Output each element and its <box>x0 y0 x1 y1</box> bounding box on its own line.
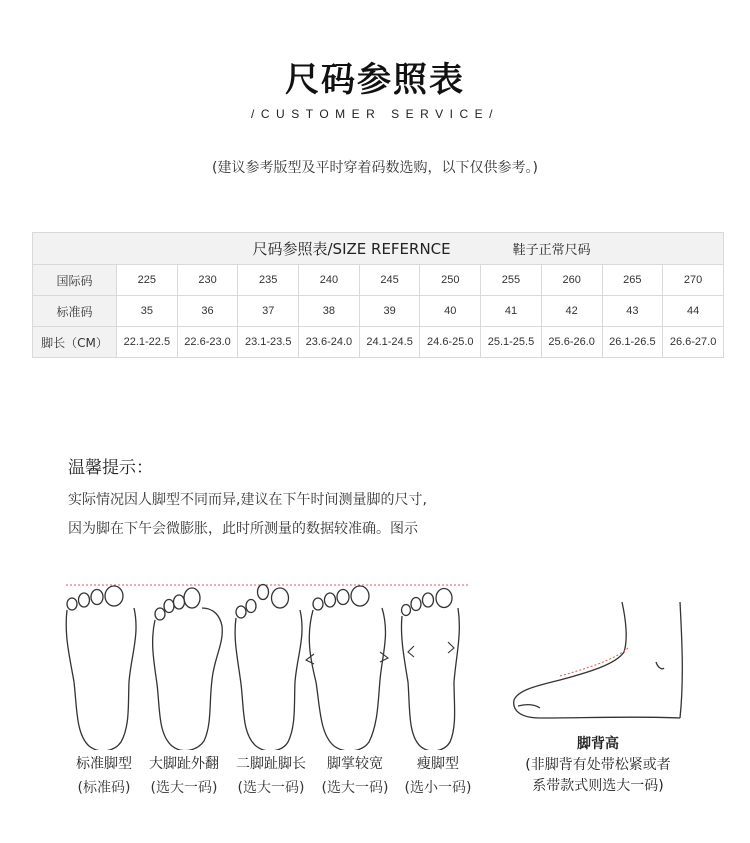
foot-type-advice: (选大一码) <box>237 780 305 796</box>
table-cell: 260 <box>541 265 602 296</box>
foot-type-name: 脚掌较宽 <box>327 756 383 772</box>
table-cell: 37 <box>238 296 299 327</box>
table-cell: 240 <box>299 265 360 296</box>
table-cell: 41 <box>481 296 542 327</box>
table-cell: 22.6-23.0 <box>177 327 238 358</box>
table-row <box>33 265 724 296</box>
instep-advice-line-2: 系带款式则选大一码) <box>532 778 664 794</box>
foot-type-name: 大脚趾外翻 <box>149 756 219 772</box>
table-row <box>33 296 724 327</box>
table-cell: 36 <box>177 296 238 327</box>
table-cell: 255 <box>481 265 542 296</box>
table-cell: 25.6-26.0 <box>541 327 602 358</box>
bunion-foot-icon <box>153 588 223 750</box>
table-cell: 44 <box>663 296 724 327</box>
instep-name: 脚背高 <box>577 736 619 752</box>
foot-type-name: 标准脚型 <box>76 756 132 772</box>
table-row <box>33 327 724 358</box>
foot-types-illustration <box>0 570 750 750</box>
foot-type-advice: (选大一码) <box>321 780 389 796</box>
table-cell: 26.1-26.5 <box>602 327 663 358</box>
tips-line-2: 因为脚在下午会微膨胀，此时所测量的数据较准确。图示 <box>68 521 418 537</box>
foot-label-standard <box>59 752 149 800</box>
table-cell: 39 <box>359 296 420 327</box>
table-cell: 25.1-25.5 <box>481 327 542 358</box>
table-cell: 42 <box>541 296 602 327</box>
foot-type-advice: (选小一码) <box>404 780 472 796</box>
row-label-foot-length: 脚长（CM） <box>33 327 117 358</box>
table-cell: 250 <box>420 265 481 296</box>
row-label-international: 国际码 <box>33 265 117 296</box>
table-cell: 270 <box>663 265 724 296</box>
table-cell: 22.1-22.5 <box>117 327 178 358</box>
table-cell: 40 <box>420 296 481 327</box>
page-title: 尺码参照表 <box>285 60 465 100</box>
high-instep-foot-icon <box>514 602 683 718</box>
size-table <box>32 232 724 358</box>
foot-label-wide <box>310 752 400 800</box>
table-cell: 23.6-24.0 <box>299 327 360 358</box>
foot-type-name: 二脚趾脚长 <box>236 756 306 772</box>
foot-label-long-second-toe <box>226 752 316 800</box>
table-cell: 235 <box>238 265 299 296</box>
instep-advice-line-1: (非脚背有处带松紧或者 <box>525 757 671 773</box>
table-header-row <box>33 233 724 265</box>
table-cell: 26.6-27.0 <box>663 327 724 358</box>
table-cell: 23.1-23.5 <box>238 327 299 358</box>
table-cell: 35 <box>117 296 178 327</box>
table-cell: 38 <box>299 296 360 327</box>
table-cell: 230 <box>177 265 238 296</box>
table-cell: 43 <box>602 296 663 327</box>
wide-foot-icon <box>306 586 388 750</box>
table-cell: 24.6-25.0 <box>420 327 481 358</box>
foot-label-bunion <box>139 752 229 800</box>
table-cell: 24.1-24.5 <box>359 327 420 358</box>
sizing-advice: (建议参考版型及平时穿着码数选购，以下仅供参考。) <box>212 160 538 176</box>
foot-type-advice: (标准码) <box>77 780 131 796</box>
foot-type-advice: (选大一码) <box>150 780 218 796</box>
table-header-side: 鞋子正常尺码 <box>481 233 724 265</box>
table-cell: 245 <box>359 265 420 296</box>
table-cell: 265 <box>602 265 663 296</box>
slim-foot-icon <box>401 589 459 751</box>
table-header-main: 尺码参照表/SIZE REFERNCE <box>33 233 481 265</box>
long-second-toe-foot-icon <box>235 585 302 751</box>
standard-foot-icon <box>66 586 136 750</box>
tips-line-1: 实际情况因人脚型不同而异,建议在下午时间测量脚的尺寸, <box>68 492 427 508</box>
foot-type-name: 瘦脚型 <box>417 756 459 772</box>
instep-label <box>508 734 688 797</box>
page-subtitle: /CUSTOMER SERVICE/ <box>251 107 499 121</box>
foot-label-slim <box>393 752 483 800</box>
row-label-standard: 标准码 <box>33 296 117 327</box>
table-cell: 225 <box>117 265 178 296</box>
tips-title: 温馨提示： <box>68 458 153 478</box>
